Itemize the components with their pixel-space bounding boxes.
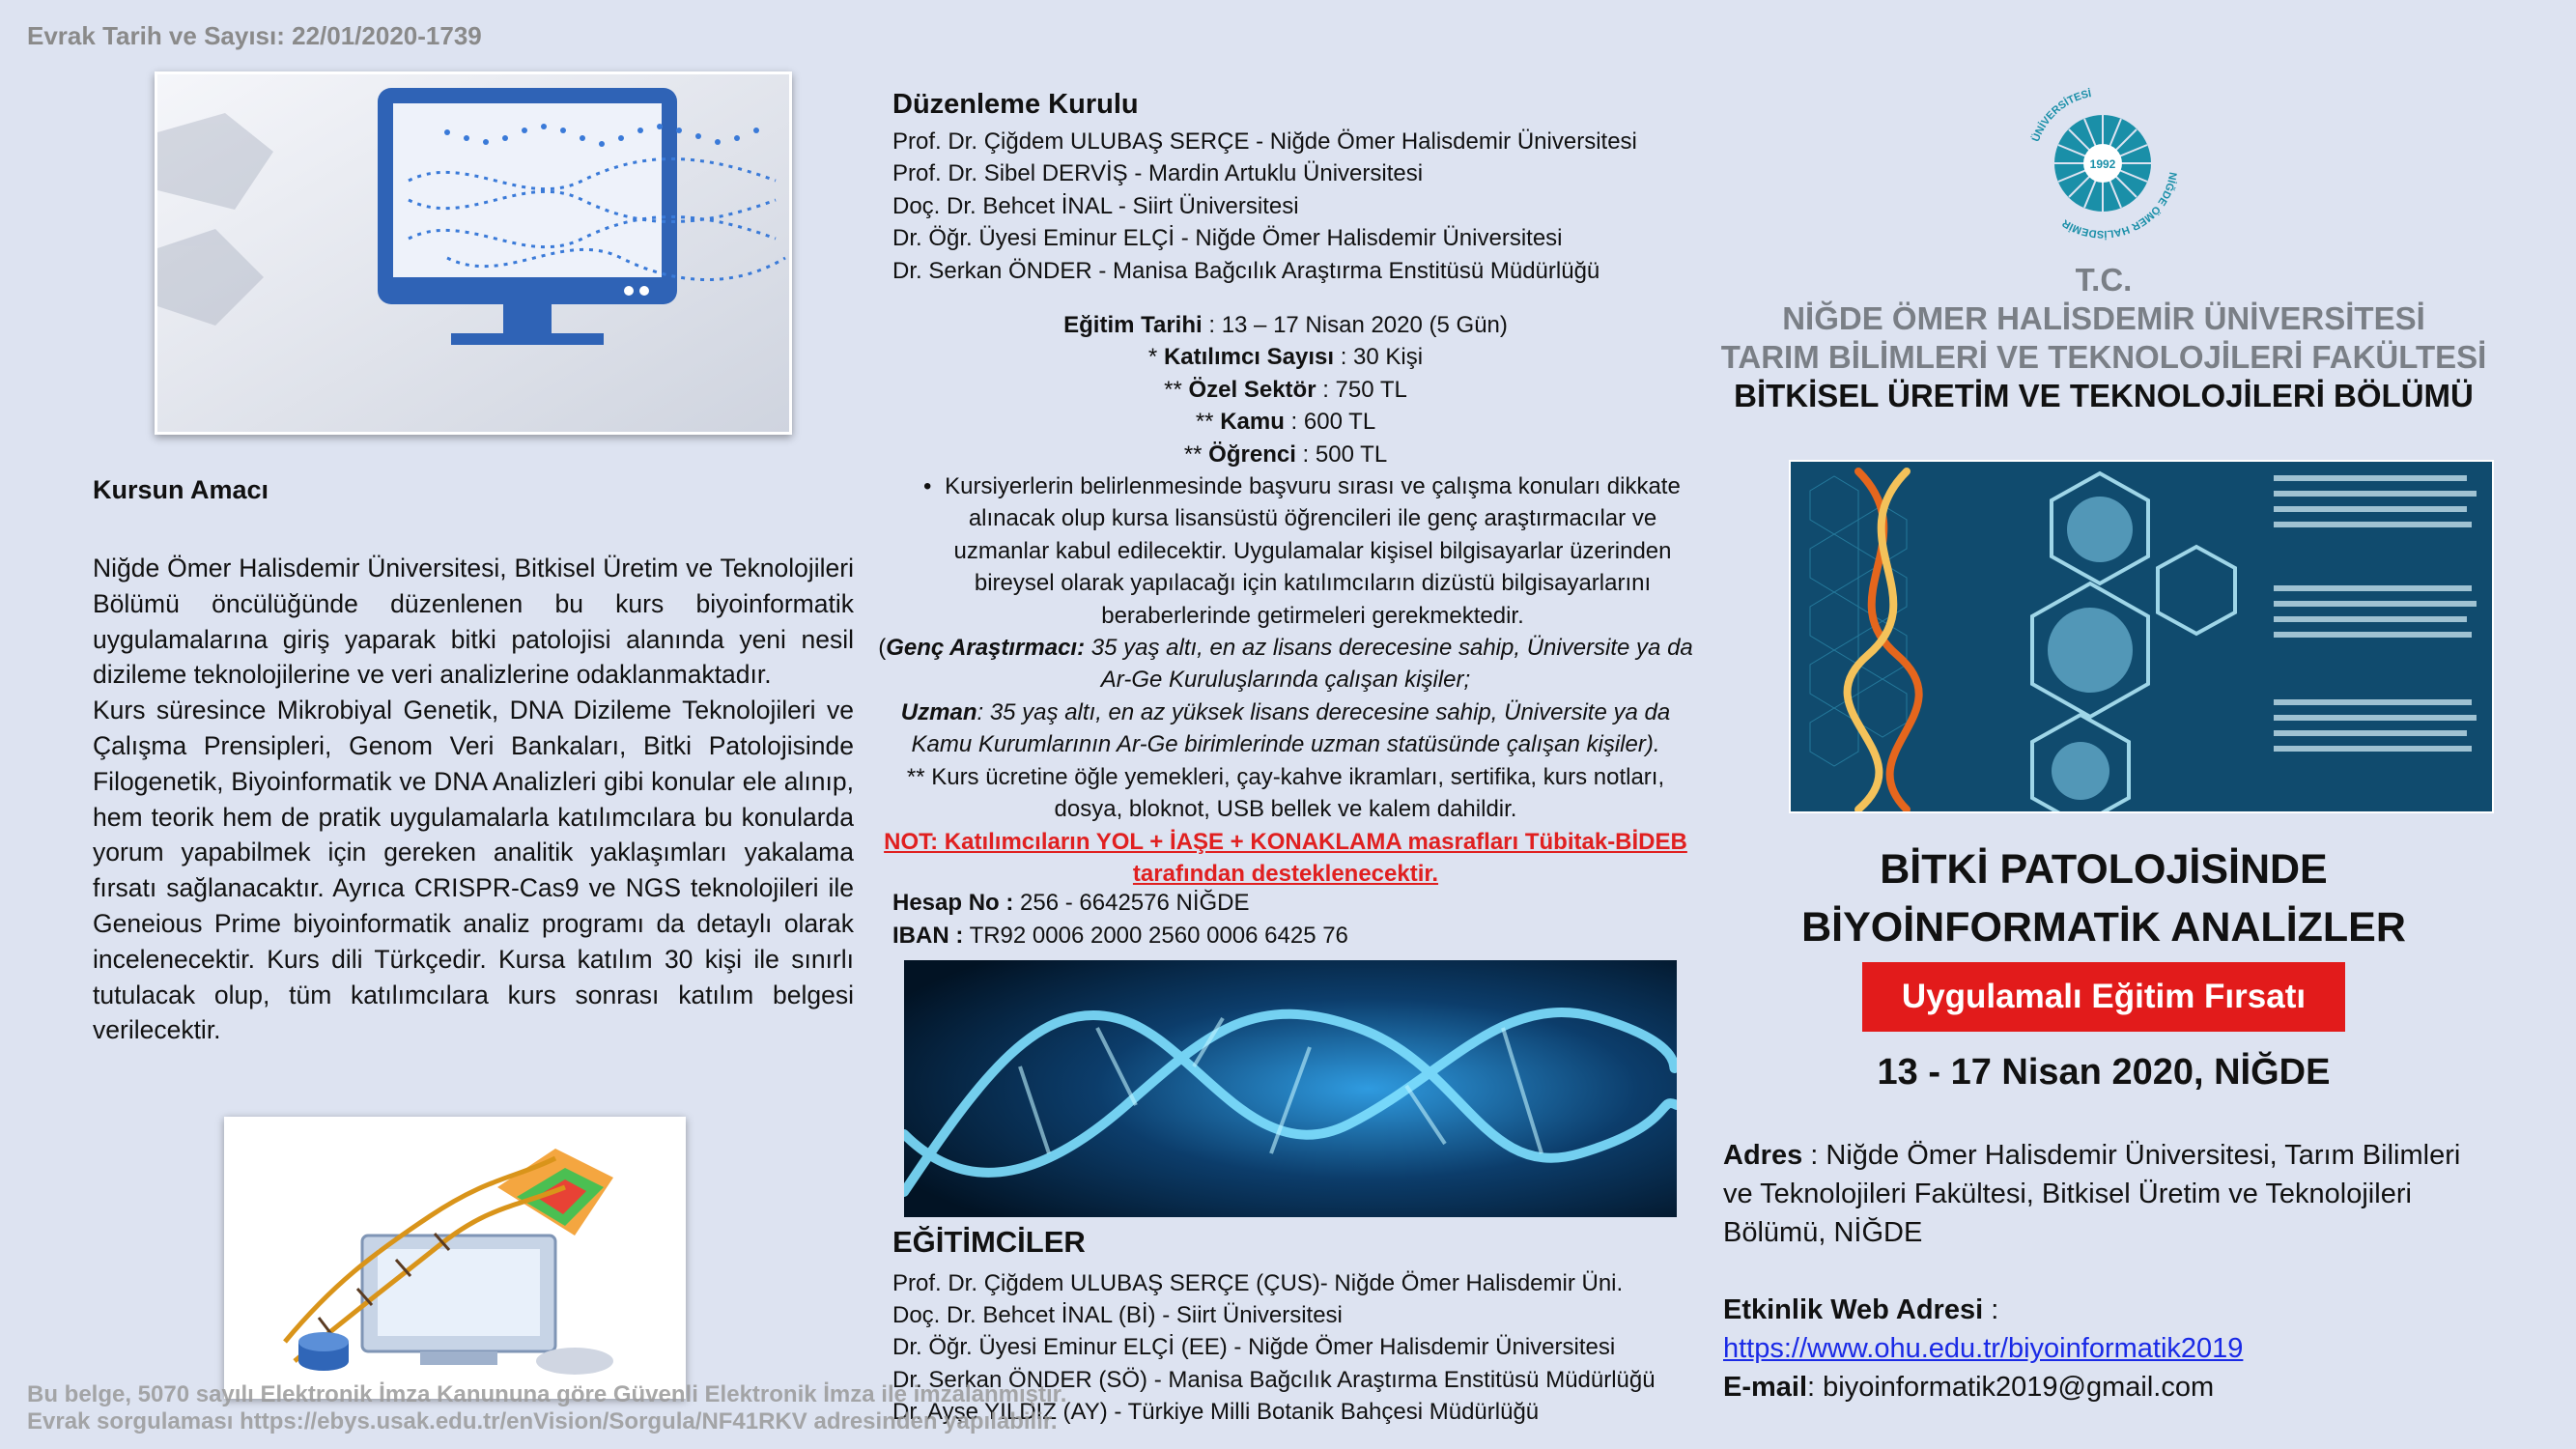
training-date-label: Eğitim Tarihi <box>1063 312 1203 338</box>
event-web-separator: : <box>1983 1294 1999 1325</box>
fee-public <box>873 406 1698 438</box>
logo-ring-text-top: NİĞDE ÖMER HALİSDEMİR <box>2060 171 2179 241</box>
support-note: NOT: Katılımcıların YOL + İAŞE + KONAKLAMA masrafları Tübitak-BİDEB tarafından desteklenecektir. <box>884 828 1687 887</box>
fee-student-value: : 500 TL <box>1295 440 1388 468</box>
selection-criteria-text: • Kursiyerlerin belirlenmesinde başvuru sırası ve çalışma konuları dikkate alınacak olup kursa lisansüstü öğrencileri ile genç araştırmacılar ve uzmanlar kabul edilecektir. Uygulamalar kişisel bilgisayarlar üzerinden bireysel olarak yapılacağı için katılımcıların dizüstü bilgisayarlarını beraberlerinde getirmeleri gerekmektedir. <box>873 470 1698 632</box>
bank-details <box>892 887 1348 952</box>
fee-student-label: Öğrenci <box>1208 440 1296 468</box>
committee-member: Prof. Dr. Çiğdem ULUBAŞ SERÇE - Niğde Ömer Halisdemir Üniversitesi <box>892 128 1637 155</box>
expert-label: Uzman <box>900 698 977 725</box>
trainer-item: Dr. Öğr. Üyesi Eminur ELÇİ (EE) - Niğde Ömer Halisdemir Üniversitesi <box>892 1334 1616 1361</box>
trainer-item: Doç. Dr. Behcet İNAL (Bİ) - Siirt Üniversitesi <box>892 1302 1343 1329</box>
heading-tc: T.C. <box>2075 262 2133 298</box>
fee-private-value: : 750 TL <box>1316 376 1407 403</box>
fee-public-label: Kamu <box>1220 409 1285 436</box>
address-label: Adres <box>1723 1140 1803 1171</box>
fee-student-prefix: ** <box>1183 440 1209 468</box>
participant-count-value: : 30 Kişi <box>1334 344 1424 371</box>
account-number-label: Hesap No : <box>892 890 1014 916</box>
fee-private-sector <box>873 374 1698 406</box>
computer-dna-illustration <box>155 71 792 435</box>
committee-member: Dr. Serkan ÖNDER - Manisa Bağcılık Araştırma Enstitüsü Müdürlüğü <box>892 257 1600 284</box>
purpose-paragraph-1: Niğde Ömer Halisdemir Üniversitesi, Bitkisel Üretim ve Teknolojileri Bölümü öncülüğünde düzenlenen bu kurs biyoinformatik uygulamalarına giriş yaparak bitki patolojisi alanında yeni nesil dizileme teknolojilerine ve veri analizlerine odaklanmaktadır. <box>93 554 854 690</box>
logo-ring-text-bottom: ÜNİVERSİTESİ <box>2029 88 2093 144</box>
email <box>1723 1368 2477 1406</box>
training-date <box>873 309 1698 341</box>
university-heading <box>1700 261 2507 415</box>
logo-year: 1992 <box>2089 157 2116 171</box>
heading-faculty: TARIM BİLİMLERİ VE TEKNOLOJİLERİ FAKÜLTESİ <box>1720 339 2487 375</box>
fee-public-value: : 600 TL <box>1284 409 1376 436</box>
fee-inclusions-note: ** Kurs ücretine öğle yemekleri, çay-kahve ikramları, sertifika, kurs notları, dosya, bloknot, USB bellek ve kalem dahildir. <box>906 763 1665 823</box>
fee-public-prefix: ** <box>1195 409 1221 436</box>
email-value: : biyoinformatik2019@gmail.com <box>1807 1372 2215 1403</box>
trainer-item: Prof. Dr. Çiğdem ULUBAŞ SERÇE (ÇUS)- Niğde Ömer Halisdemir Üni. <box>892 1270 1624 1296</box>
address <box>1723 1136 2477 1252</box>
event-web-link[interactable]: https://www.ohu.edu.tr/biyoinformatik2019 <box>1723 1333 2244 1364</box>
account-number-value: 256 - 6642576 NİĞDE <box>1013 890 1250 916</box>
course-purpose-title: Kursun Amacı <box>93 475 269 504</box>
training-date-value: : 13 – 17 Nisan 2020 (5 Gün) <box>1202 312 1508 338</box>
trainer-item: Dr. Ayşe YILDIZ (AY) - Türkiye Milli Botanik Bahçesi Müdürlüğü <box>892 1398 1540 1425</box>
training-opportunity-badge: Uygulamalı Eğitim Fırsatı <box>1862 962 2345 1032</box>
e-signature-stamp <box>27 1381 1283 1435</box>
university-logo <box>2023 83 2183 243</box>
expert-definition <box>873 696 1698 761</box>
dna-helix-image <box>904 960 1677 1217</box>
participant-count-label: Katılımcı Sayısı <box>1163 344 1335 371</box>
dna-hexagon-image <box>1789 460 2494 813</box>
organizing-committee-list <box>892 126 1637 287</box>
purpose-paragraph-2: Kurs süresince Mikrobiyal Genetik, DNA Dizileme Teknolojileri ve Çalışma Prensipleri, Genom Veri Bankaları, Bitki Patolojisinde Filogenetik, Biyoinformatik ve DNA Analizleri gibi konular ele alınıp, hem teorik hem de pratik uygulamalarla katılımcılara bu konularda yorum yapabilmek için gereken analitik yaklaşımları yakalama fırsatı sağlanacaktır. Ayrıca CRISPR-Cas9 ve NGS teknolojileri ile Geneious Prime biyoinformatik analiz programı da detaylı olarak incelenecektir. Kurs dili Türkçedir. Kursa katılım 30 kişi ile sınırlı tutulacak olup, tüm katılımcılara kurs sonrası katılım belgesi verilecektir. <box>93 696 854 1045</box>
participant-count-prefix: * <box>1147 344 1164 371</box>
fee-student <box>873 439 1698 470</box>
participant-count <box>873 341 1698 373</box>
contact-info <box>1723 1136 2477 1406</box>
young-researcher-open: ( <box>878 635 887 662</box>
fee-private-label: Özel Sektör <box>1188 376 1316 403</box>
course-purpose-text <box>93 551 854 1048</box>
iban <box>892 920 1348 952</box>
document-date-stamp: Evrak Tarih ve Sayısı: 22/01/2020-1739 <box>27 21 482 50</box>
expert-text: : 35 yaş altı, en az yüksek lisans derecesine sahip, Üniversite ya da Kamu Kurumlarının Ar-Ge birimlerinde uzman statüsünde çalışan kişiler). <box>911 698 1671 758</box>
trainer-item: Dr. Serkan ÖNDER (SÖ) - Manisa Bağcılık Araştırma Enstitüsü Müdürlüğü <box>892 1366 1656 1393</box>
young-researcher-text: 35 yaş altı, en az lisans derecesine sahip, Üniversite ya da Ar-Ge Kuruluşlarında çalışan kişiler; <box>1085 635 1693 694</box>
trainers-title: EĞİTİMCİLER <box>892 1225 1086 1259</box>
committee-member: Doç. Dr. Behcet İNAL - Siirt Üniversitesi <box>892 192 1299 219</box>
heading-department: BİTKİSEL ÜRETİM VE TEKNOLOJİLERİ BÖLÜMÜ <box>1734 378 2474 413</box>
course-title-line-2: BİYOİNFORMATİK ANALİZLER <box>1801 904 2406 951</box>
committee-member: Dr. Öğr. Üyesi Eminur ELÇİ - Niğde Ömer Halisdemir Üniversitesi <box>892 225 1563 252</box>
address-value: : Niğde Ömer Halisdemir Üniversitesi, Tarım Bilimleri ve Teknolojileri Fakültesi, Bitkisel Üretim ve Teknolojileri Bölümü, NİĞDE <box>1723 1140 2461 1248</box>
email-label: E-mail <box>1723 1372 1808 1403</box>
bioinformatics-illustration <box>224 1117 686 1399</box>
organizing-committee-title: Düzenleme Kurulu <box>892 89 1139 120</box>
e-signature-line-1: Bu belge, 5070 sayılı Elektronik İmza Kanununa göre Güvenli Elektronik İmza ile imzalanmıştır. <box>27 1381 1067 1407</box>
iban-label: IBAN : <box>892 923 964 949</box>
course-title-line-1: BİTKİ PATOLOJİSİNDE <box>1880 846 2328 893</box>
heading-university: NİĞDE ÖMER HALİSDEMİR ÜNİVERSİTESİ <box>1782 300 2425 336</box>
course-info-block <box>873 309 1698 890</box>
e-signature-line-2: Evrak sorgulaması https://ebys.usak.edu.tr/enVision/Sorgula/NF41RKV adresinden yapılabilir. <box>27 1408 1058 1435</box>
committee-member: Prof. Dr. Sibel DERVİŞ - Mardin Artuklu Üniversitesi <box>892 160 1424 187</box>
account-number <box>892 887 1348 920</box>
fee-private-prefix: ** <box>1164 376 1189 403</box>
young-researcher-definition <box>873 632 1698 696</box>
course-date-location: 13 - 17 Nisan 2020, NİĞDE <box>1877 1052 2331 1093</box>
iban-value: TR92 0006 2000 2560 0006 6425 76 <box>963 923 1348 949</box>
event-web <box>1723 1291 2477 1329</box>
young-researcher-label: Genç Araştırmacı: <box>886 635 1086 662</box>
course-title <box>1700 840 2507 956</box>
event-web-label: Etkinlik Web Adresi <box>1723 1294 1984 1325</box>
